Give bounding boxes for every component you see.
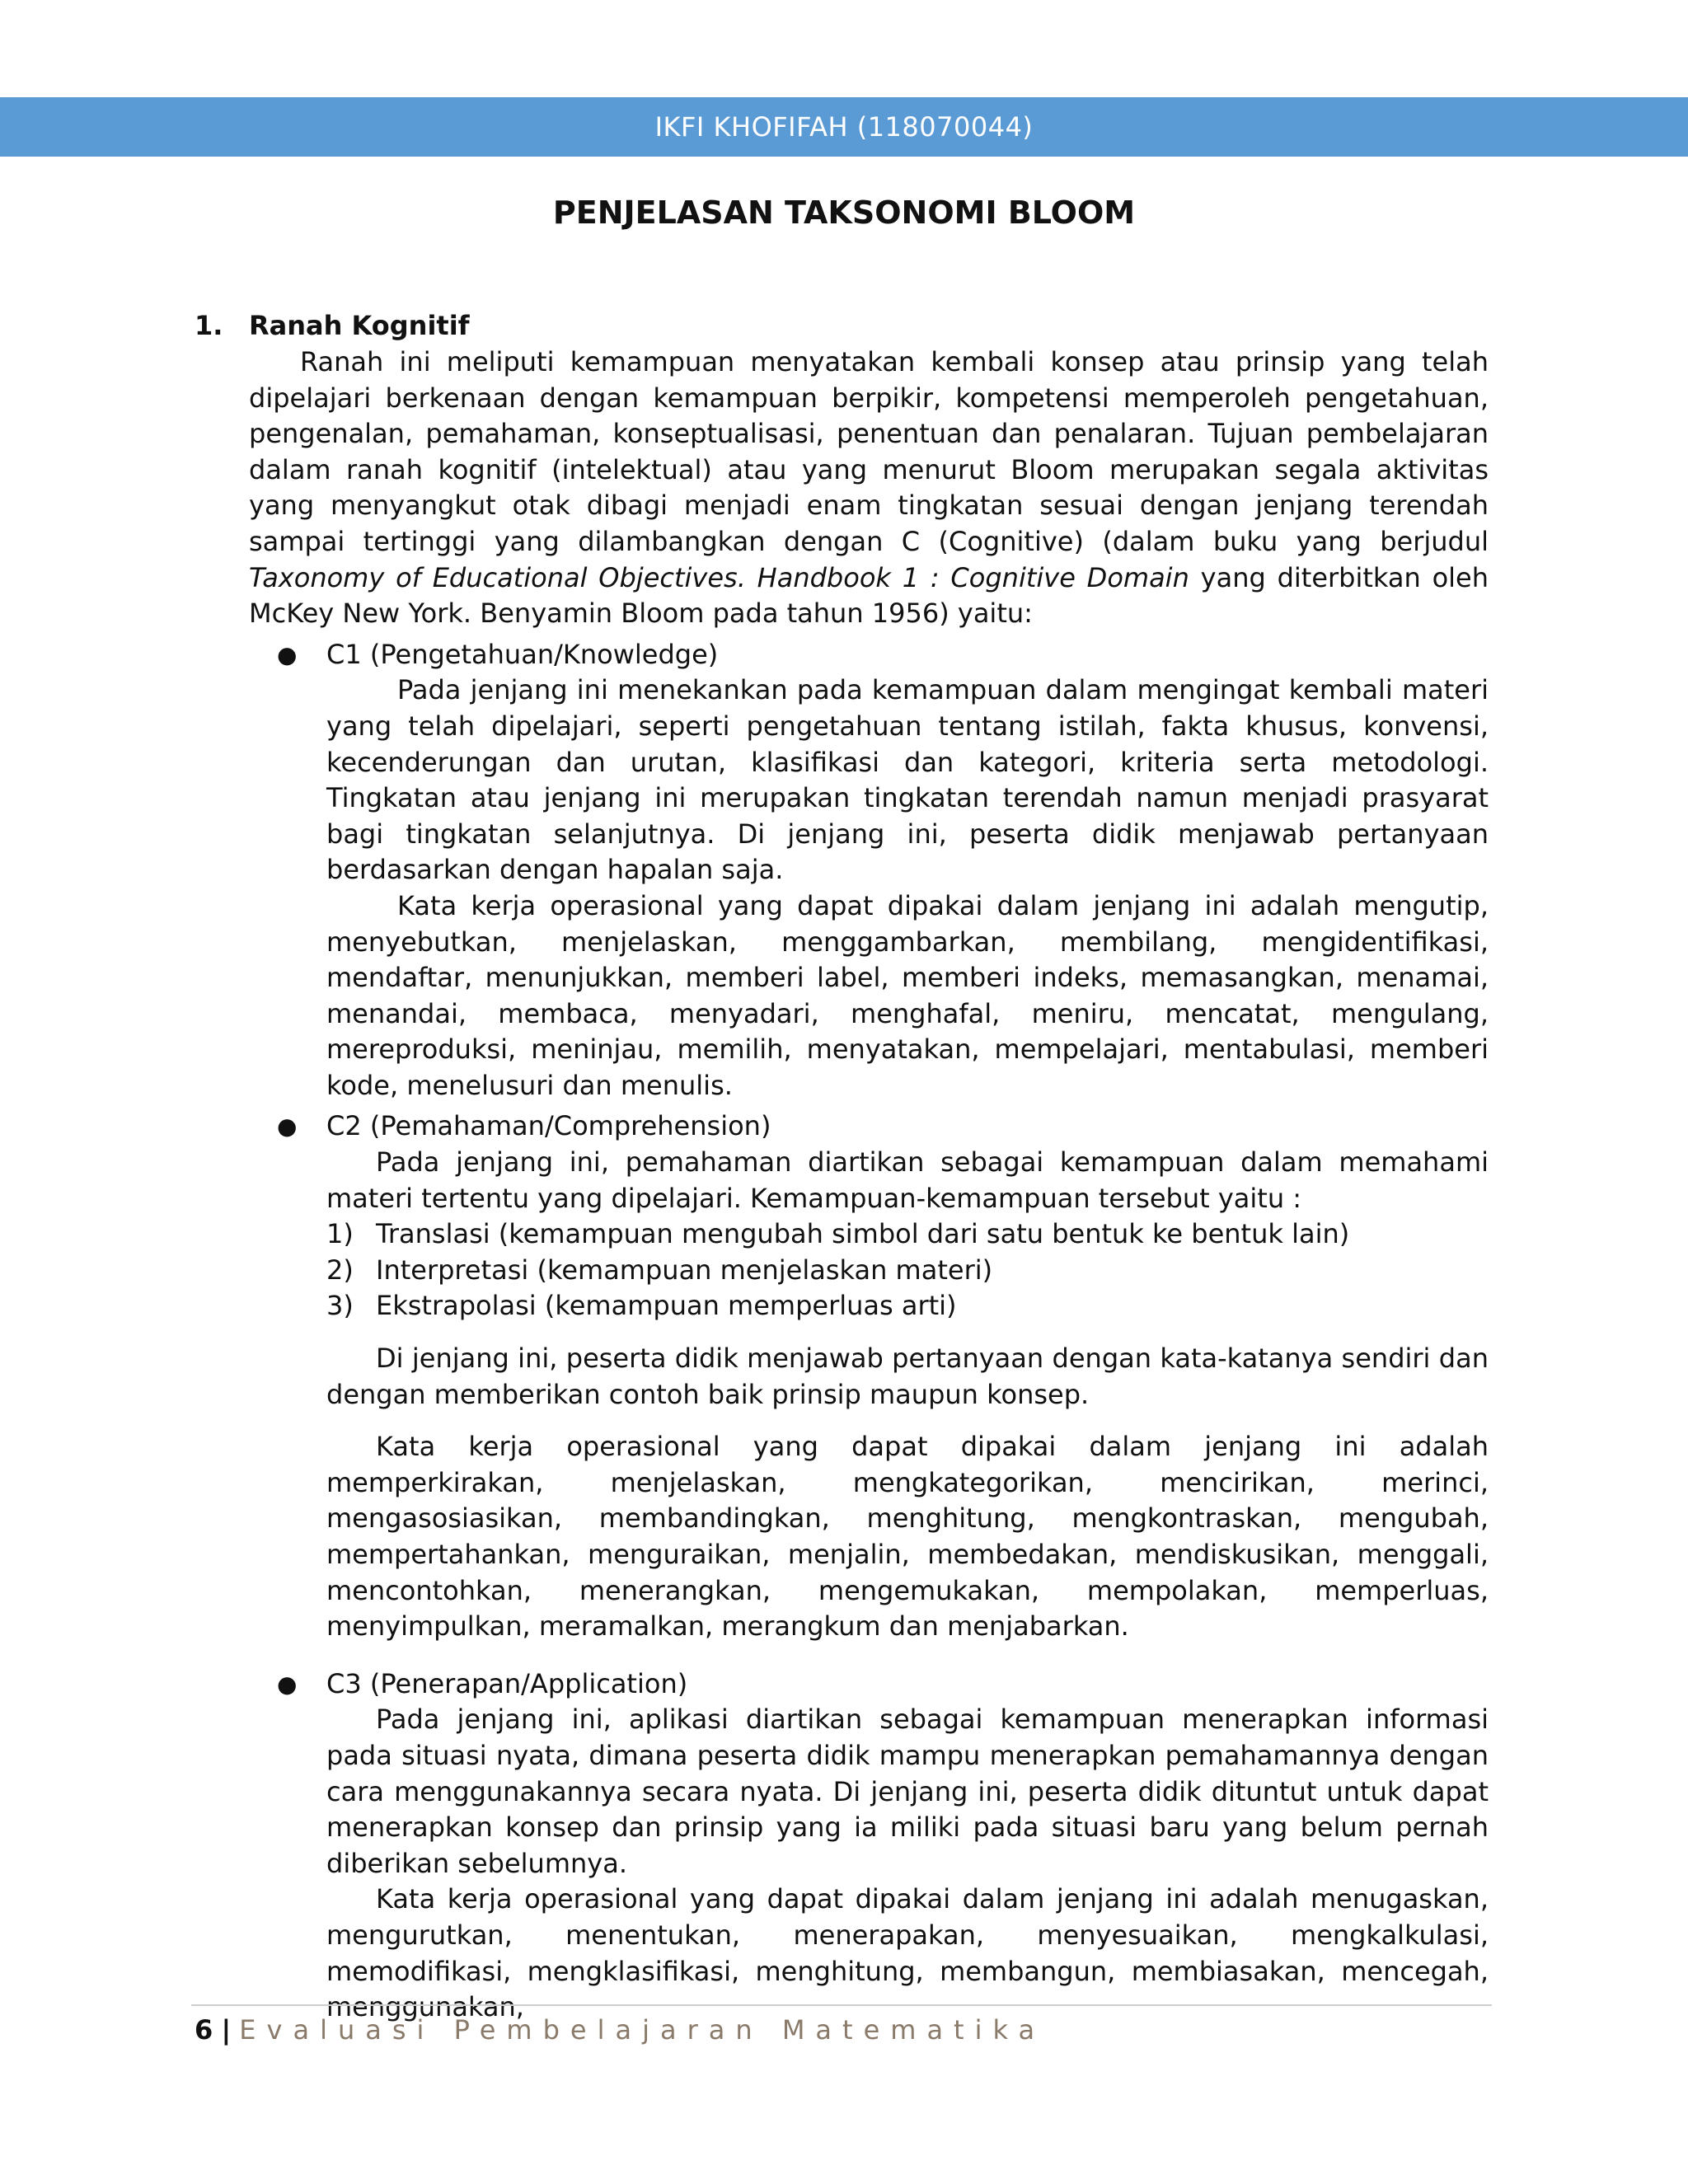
- header-band-text: IKFI KHOFIFAH (118070044): [654, 111, 1034, 143]
- list-number: 3): [326, 1290, 354, 1322]
- book-title: Taxonomy of Educational Objectives. Handbook 1 : Cognitive Domain: [249, 561, 1189, 593]
- c3-paragraph-2: Kata kerja operasional yang dapat dipakai dalam jenjang ini adalah menugaskan, mengurutkan, menentukan, menerapakan, menyesuaikan, mengkalkulasi, memodifikasi, mengklasifikasi, menghitung, membangun, membiasakan, mencegah, menggunakan,: [326, 1883, 1489, 2023]
- bullet-c1: [195, 637, 1489, 673]
- c1-paragraph-1: Pada jenjang ini menekankan pada kemampuan dalam mengingat kembali materi yang telah dipelajari, seperti pengetahuan tentang istilah, fakta khusus, konvensi, kecenderungan dan urutan, klasifikasi dan kategori, kriteria serta metodologi. Tingkatan atau jenjang ini merupakan tingkatan terendah namun menjadi prasyarat bagi tingkatan selanjutnya. Di jenjang ini, peserta didik menjawab pertanyaan berdasarkan dengan hapalan saja.: [326, 674, 1489, 886]
- list-text: Ekstrapolasi (kemampuan memperluas arti): [376, 1290, 957, 1322]
- course-title: Evaluasi Pembelajaran Matematika: [239, 2014, 1046, 2046]
- bullet-icon: ●: [277, 640, 298, 668]
- section-number: 1.: [195, 310, 223, 341]
- section-heading: [195, 308, 1489, 344]
- list-text: Interpretasi (kemampuan menjelaskan materi): [376, 1254, 993, 1286]
- page-number: 6: [195, 2014, 213, 2046]
- bullet-label-c2: C2 (Pemahaman/Comprehension): [326, 1110, 771, 1142]
- bullet-c2: [195, 1108, 1489, 1145]
- c2-numbered-list: [326, 1216, 1489, 1324]
- page-title: PENJELASAN TAKSONOMI BLOOM: [552, 194, 1136, 231]
- list-text: Translasi (kemampuan mengubah simbol dari satu bentuk ke bentuk lain): [376, 1218, 1350, 1250]
- page-footer: [195, 2014, 1045, 2046]
- intro-text-a: Ranah ini meliputi kemampuan menyatakan kembali konsep atau prinsip yang telah dipelajari berkenaan dengan kemampuan berpikir, kompetensi memperoleh pengetahuan, pengenalan, pemahaman, konseptualisasi, penentuan dan penalaran. Tujuan pembelajaran dalam ranah kognitif (intelektual) atau yang menurut Bloom merupakan segala aktivitas yang menyangkut otak dibagi menjadi enam tingkatan sesuai dengan jenjang terendah sampai tertinggi yang dilambangkan dengan C (Cognitive) (dalam buku yang berjudul: [249, 346, 1489, 557]
- c3-paragraph-1: Pada jenjang ini, aplikasi diartikan sebagai kemampuan menerapkan informasi pada situasi nyata, dimana peserta didik mampu menerapkan pemahamannya dengan cara menggunakannya secara nyata. Di jenjang ini, peserta didik dituntut untuk dapat menerapkan konsep dan prinsip yang ia miliki pada situasi baru yang belum pernah diberikan sebelumnya.: [326, 1704, 1489, 1879]
- section-intro: [249, 344, 1489, 632]
- footer-separator: |: [221, 2014, 232, 2046]
- bullet-icon: ●: [277, 1670, 298, 1698]
- header-band: [0, 97, 1688, 157]
- c3-body: [195, 1702, 1489, 2025]
- list-item: [326, 1253, 1489, 1289]
- section-title: Ranah Kognitif: [249, 310, 470, 341]
- c1-paragraph-2: Kata kerja operasional yang dapat dipakai dalam jenjang ini adalah mengutip, menyebutkan, menjelaskan, menggambarkan, membilang, mengidentifikasi, mendaftar, menunjukkan, memberi label, memberi indeks, memasangkan, menamai, menandai, membaca, menyadari, menghafal, meniru, mencatat, mengulang, mereproduksi, meninjau, memilih, menyatakan, mempelajari, mentabulasi, memberi kode, menelusuri dan menulis.: [326, 889, 1489, 1101]
- c2-body: [195, 1145, 1489, 1645]
- footer-divider: [191, 2004, 1492, 2006]
- c1-body: [195, 673, 1489, 1104]
- intro-text-b: yang diterbitkan oleh McKey New York. Benyamin Bloom pada tahun 1956) yaitu:: [249, 561, 1489, 630]
- bullet-c3: [195, 1666, 1489, 1703]
- list-number: 2): [326, 1254, 354, 1286]
- c2-paragraph-1: Pada jenjang ini, pemahaman diartikan sebagai kemampuan dalam memahami materi tertentu yang dipelajari. Kemampuan-kemampuan tersebut yaitu :: [326, 1146, 1489, 1214]
- c2-paragraph-3: Kata kerja operasional yang dapat dipakai dalam jenjang ini adalah memperkirakan, menjelaskan, mengkategorikan, mencirikan, merinci, mengasosiasikan, membandingkan, menghitung, mengkontraskan, mengubah, mempertahankan, menguraikan, menjalin, membedakan, mendiskusikan, menggali, mencontohkan, menerangkan, mengemukakan, mempolakan, memperluas, menyimpulkan, meramalkan, merangkum dan menjabarkan.: [326, 1431, 1489, 1643]
- c2-paragraph-2: Di jenjang ini, peserta didik menjawab pertanyaan dengan kata-katanya sendiri dan dengan memberikan contoh baik prinsip maupun konsep.: [326, 1343, 1489, 1410]
- bullet-label-c1: C1 (Pengetahuan/Knowledge): [326, 638, 719, 670]
- list-number: 1): [326, 1218, 354, 1250]
- bullet-label-c3: C3 (Penerapan/Application): [326, 1667, 688, 1699]
- bullet-icon: ●: [277, 1113, 298, 1141]
- document-body: [195, 308, 1489, 2026]
- section-body: [195, 344, 1489, 632]
- list-item: [326, 1216, 1489, 1253]
- list-item: [326, 1288, 1489, 1324]
